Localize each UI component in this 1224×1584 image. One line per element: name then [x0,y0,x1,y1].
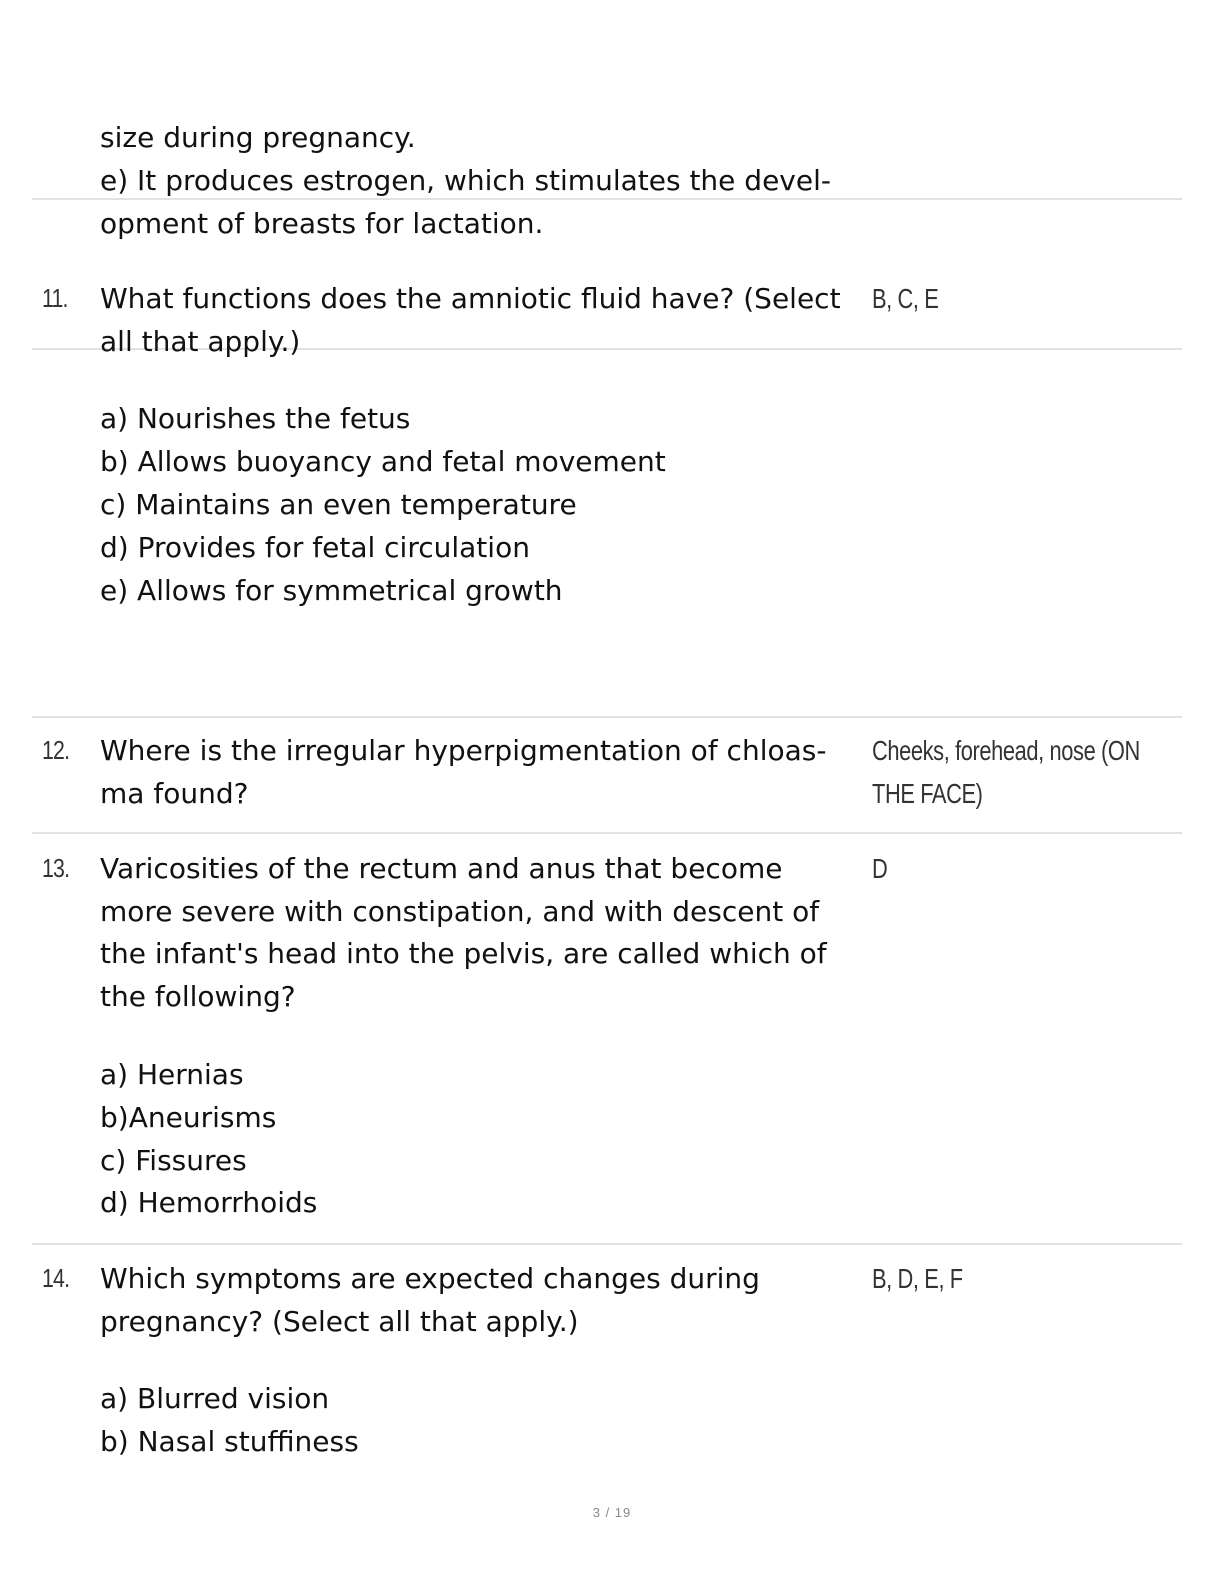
question-prompt-line: Varicosities of the rectum and anus that become [100,852,783,885]
question-prompt-line: more severe with constipation, and with descent of [100,895,820,928]
continuation-line: opment of breasts for lactation. [100,207,544,240]
question-number: 13. [42,853,70,883]
continuation-line: e) It produces estrogen, which stimulates the devel- [100,164,831,197]
row-divider [32,1243,1182,1245]
question-prompt-line: all that apply.) [100,325,301,358]
answer-option: b)Aneurisms [100,1101,277,1134]
page-indicator: 3 / 19 [592,1505,632,1520]
answer-option: b) Allows buoyancy and fetal movement [100,445,666,478]
question-number: 14. [42,1263,70,1293]
answer-option: a) Blurred vision [100,1382,330,1415]
answer-key: Cheeks, forehead, nose (ON [872,735,1140,766]
answer-option: e) Allows for symmetrical growth [100,574,563,607]
answer-option: b) Nasal stuffiness [100,1425,359,1458]
question-prompt-line: pregnancy? (Select all that apply.) [100,1305,579,1338]
answer-key: B, C, E [872,283,939,314]
answer-option: d) Hemorrhoids [100,1186,318,1219]
question-prompt-line: ma found? [100,777,249,810]
continuation-line: size during pregnancy. [100,121,416,154]
answer-key: THE FACE) [872,778,983,809]
question-prompt-line: Where is the irregular hyperpigmentation of chloas- [100,734,827,767]
answer-option: a) Hernias [100,1058,244,1091]
question-prompt-line: the infant's head into the pelvis, are called which of [100,937,827,970]
answer-option: c) Maintains an even temperature [100,488,577,521]
question-prompt-line: Which symptoms are expected changes during [100,1262,760,1295]
answer-key: D [872,853,888,884]
question-prompt-line: What functions does the amniotic fluid have? (Select [100,282,841,315]
answer-option: a) Nourishes the fetus [100,402,411,435]
answer-option: d) Provides for fetal circulation [100,531,530,564]
answer-option: c) Fissures [100,1144,247,1177]
question-number: 12. [42,735,70,765]
question-number: 11. [42,283,68,313]
answer-key: B, D, E, F [872,1263,963,1294]
row-divider [32,716,1182,718]
row-divider [32,832,1182,834]
question-prompt-line: the following? [100,980,296,1013]
